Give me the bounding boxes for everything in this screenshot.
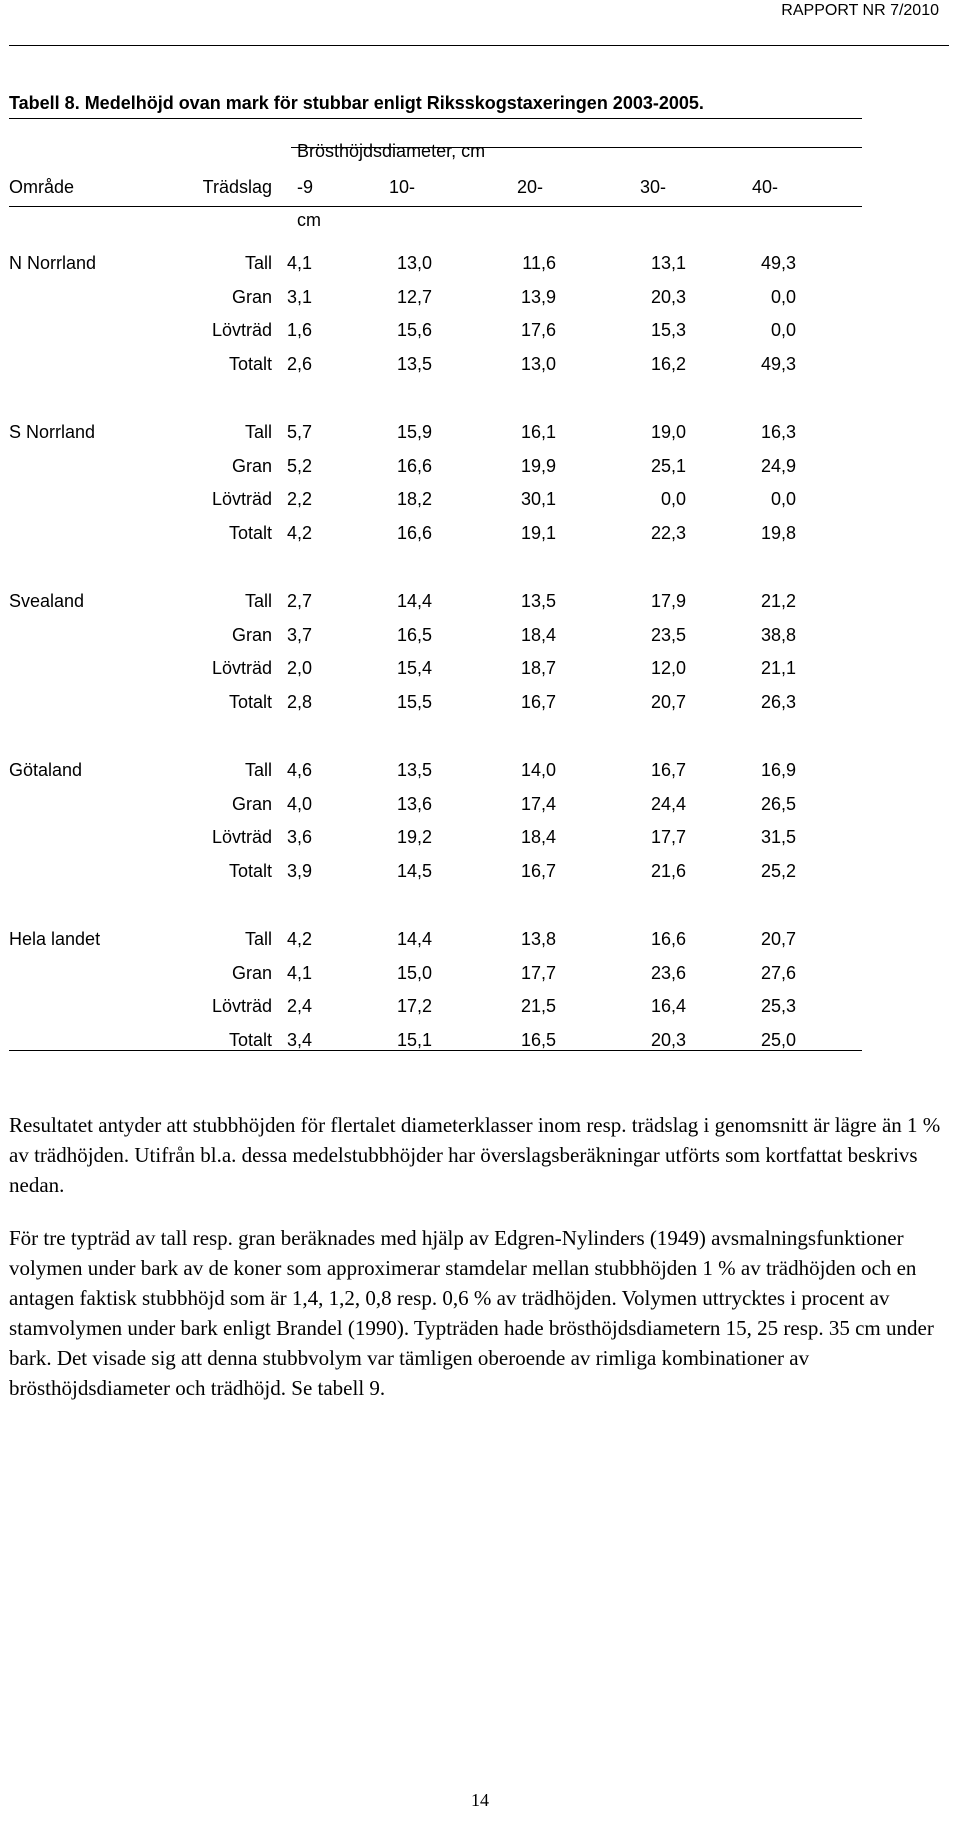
- species-label: Totalt: [228, 860, 272, 881]
- column-header-class-5: 40-: [752, 177, 779, 197]
- table-cell: 17,6: [520, 320, 556, 340]
- table-cell: 49,3: [760, 253, 796, 273]
- species-label: Tall: [244, 422, 272, 442]
- table-cell: 18,4: [520, 624, 556, 645]
- species-label: Lövträd: [211, 658, 272, 678]
- table-cell: 5,2: [286, 455, 312, 476]
- table-cell: 0,0: [660, 489, 686, 509]
- table-cell: 15,5: [396, 691, 432, 712]
- table-cell: 13,5: [396, 353, 432, 374]
- table-cell: 2,2: [286, 489, 312, 509]
- table-cell: 18,2: [396, 489, 432, 509]
- table-cell: 16,5: [520, 1029, 556, 1050]
- table-cell: 14,5: [396, 860, 432, 881]
- table-cell: 17,4: [520, 793, 556, 814]
- page-number: 14: [471, 1790, 489, 1810]
- table-cell: 3,9: [286, 860, 312, 881]
- table-cell: 13,0: [520, 353, 556, 374]
- table-cell: 25,1: [650, 455, 686, 476]
- table-cell: 16,5: [396, 624, 432, 645]
- species-label: Lövträd: [211, 320, 272, 340]
- table-cell: 21,1: [760, 658, 796, 678]
- table-top-rule: [9, 118, 862, 119]
- species-label: Gran: [231, 455, 272, 476]
- table-cell: 16,7: [520, 860, 556, 881]
- table-cell: 0,0: [770, 286, 796, 307]
- species-label: Totalt: [228, 522, 272, 543]
- column-header-region: Område: [9, 177, 75, 197]
- table-cell: 16,7: [520, 691, 556, 712]
- table-cell: 16,6: [396, 522, 432, 543]
- table-cell: 16,4: [650, 996, 686, 1016]
- table-cell: 13,0: [396, 253, 432, 273]
- table-cell: 31,5: [760, 827, 796, 847]
- table-cell: 25,3: [760, 996, 796, 1016]
- table-cell: 4,2: [286, 929, 312, 949]
- column-header-species: Trädslag: [202, 177, 272, 197]
- species-label: Tall: [244, 760, 272, 780]
- column-header-class-2: 10-: [389, 177, 416, 197]
- table-cell: 2,6: [286, 353, 312, 374]
- table-cell: 16,2: [650, 353, 686, 374]
- table-cell: 20,3: [650, 286, 686, 307]
- table-cell: 17,7: [650, 827, 686, 847]
- table-cell: 16,6: [396, 455, 432, 476]
- table-cell: 4,6: [286, 760, 312, 780]
- table-cell: 15,3: [650, 320, 686, 340]
- species-label: Gran: [231, 286, 272, 307]
- table-cell: 16,7: [650, 760, 686, 780]
- species-label: Lövträd: [211, 827, 272, 847]
- report-header: RAPPORT NR 7/2010: [781, 2, 939, 19]
- table-cell: 3,1: [286, 286, 312, 307]
- table-cell: 13,9: [520, 286, 556, 307]
- table-cell: 0,0: [770, 489, 796, 509]
- column-header-class-4: 30-: [640, 177, 667, 197]
- table-cell: 3,7: [286, 624, 312, 645]
- header-bottom-rule: [9, 206, 862, 207]
- table-cell: 4,1: [286, 253, 312, 273]
- species-label: Gran: [231, 624, 272, 645]
- region-label: N Norrland: [9, 253, 97, 273]
- table-cell: 25,2: [760, 860, 796, 881]
- table-cell: 18,7: [520, 658, 556, 678]
- table-cell: 2,4: [286, 996, 312, 1016]
- table-cell: 19,0: [650, 422, 686, 442]
- species-label: Tall: [244, 929, 272, 949]
- table-cell: 18,4: [520, 827, 556, 847]
- table-cell: 21,2: [760, 591, 796, 611]
- table-cell: 15,6: [396, 320, 432, 340]
- table-cell: 14,4: [396, 929, 432, 949]
- region-label: Götaland: [9, 760, 83, 780]
- table-cell: 16,1: [520, 422, 556, 442]
- table-cell: 11,6: [522, 253, 556, 273]
- table-cell: 13,6: [396, 793, 432, 814]
- table-cell: 26,5: [760, 793, 796, 814]
- table-cell: 15,1: [396, 1029, 432, 1050]
- table-cell: 17,9: [650, 591, 686, 611]
- table-cell: 4,2: [286, 522, 312, 543]
- table-cell: 24,9: [760, 455, 796, 476]
- table-cell: 20,7: [650, 691, 686, 712]
- region-label: Svealand: [9, 591, 85, 611]
- species-label: Gran: [231, 793, 272, 814]
- table-cell: 13,5: [520, 591, 556, 611]
- table-cell: 27,6: [760, 962, 796, 983]
- table-cell: 14,4: [396, 591, 432, 611]
- table-cell: 2,0: [286, 658, 312, 678]
- table-cell: 4,1: [286, 962, 312, 983]
- table-cell: 2,7: [286, 591, 312, 611]
- table-cell: 19,9: [520, 455, 556, 476]
- species-label: Tall: [244, 253, 272, 273]
- body-paragraph: Resultatet antyder att stubbhöjden för flertalet diameterklasser inom resp. trädslag i genomsnitt är lägre än 1 % av trädhöjden. Utifrån bl.a. dessa medelstubbhöjder har överslagsberäkningar utförts som kortfattat beskrivs nedan.: [9, 1113, 941, 1197]
- region-label: S Norrland: [9, 422, 96, 442]
- table-cell: 21,6: [650, 860, 686, 881]
- region-label: Hela landet: [9, 929, 101, 949]
- table-cell: 24,4: [650, 793, 686, 814]
- species-label: Totalt: [228, 1029, 272, 1050]
- table-cell: 4,0: [286, 793, 312, 814]
- species-label: Lövträd: [211, 489, 272, 509]
- table-cell: 13,1: [650, 253, 686, 273]
- table-cell: 38,8: [760, 624, 796, 645]
- table-cell: 15,9: [396, 422, 432, 442]
- column-header-class-1: -9: [297, 177, 314, 197]
- table-cell: 1,6: [286, 320, 312, 340]
- table-cell: 3,6: [286, 827, 312, 847]
- table-cell: 13,5: [396, 760, 432, 780]
- table-cell: 49,3: [760, 353, 796, 374]
- table-cell: 19,8: [760, 522, 796, 543]
- table-cell: 23,6: [650, 962, 686, 983]
- table-cell: 2,8: [286, 691, 312, 712]
- body-paragraph: För tre typträd av tall resp. gran beräknades med hjälp av Edgren-Nylinders (1949) avsmalningsfunktioner volymen under bark av de koner som approximerar stamdelar mellan stubbhöjden 1 % av trädhöjden och en antagen faktisk stubbhöjd som är 1,4, 1,2, 0,8 resp. 0,6 % av trädhöjden. Volymen uttrycktes i procent av stamvolymen under bark enligt Brandel (1990). Typträden hade brösthöjdsdiametern 15, 25 resp. 35 cm under bark. Det visade sig att denna stubbvolym var tämligen oberoende av rimliga kombinationer av brösthöjdsdiameter och trädhöjd. Se tabell 9.: [9, 1226, 934, 1400]
- table-cell: 30,1: [520, 489, 556, 509]
- table-cell: 19,2: [396, 827, 432, 847]
- table-cell: 14,0: [520, 760, 556, 780]
- table-caption: Tabell 8. Medelhöjd ovan mark för stubbar enligt Riksskogstaxeringen 2003-2005.: [9, 93, 704, 113]
- table-cell: 3,4: [286, 1029, 312, 1050]
- table-cell: 17,7: [520, 962, 556, 983]
- species-label: Gran: [231, 962, 272, 983]
- table-cell: 16,3: [760, 422, 796, 442]
- diameter-spanner: Brösthöjdsdiameter, cm: [297, 141, 486, 161]
- column-header-unit: cm: [297, 210, 321, 230]
- table-cell: 23,5: [650, 624, 686, 645]
- table-cell: 16,6: [650, 929, 686, 949]
- table-cell: 0,0: [770, 320, 796, 340]
- species-label: Lövträd: [211, 996, 272, 1016]
- table-cell: 19,1: [520, 522, 556, 543]
- column-header-class-3: 20-: [517, 177, 544, 197]
- table-cell: 22,3: [650, 522, 686, 543]
- table-cell: 12,7: [396, 286, 432, 307]
- table-cell: 17,2: [396, 996, 432, 1016]
- table-cell: 12,0: [650, 658, 686, 678]
- table-bottom-rule: [9, 1050, 862, 1051]
- table-cell: 26,3: [760, 691, 796, 712]
- table-cell: 15,0: [396, 962, 432, 983]
- species-label: Tall: [244, 591, 272, 611]
- table-cell: 20,7: [760, 929, 796, 949]
- table-cell: 25,0: [760, 1029, 796, 1050]
- table-cell: 13,8: [520, 929, 556, 949]
- table-cell: 5,7: [286, 422, 312, 442]
- table-cell: 15,4: [396, 658, 432, 678]
- species-label: Totalt: [228, 691, 272, 712]
- body-text: [9, 1110, 954, 1426]
- table-cell: 20,3: [650, 1029, 686, 1050]
- table-cell: 21,5: [520, 996, 556, 1016]
- species-label: Totalt: [228, 353, 272, 374]
- table-cell: 16,9: [760, 760, 796, 780]
